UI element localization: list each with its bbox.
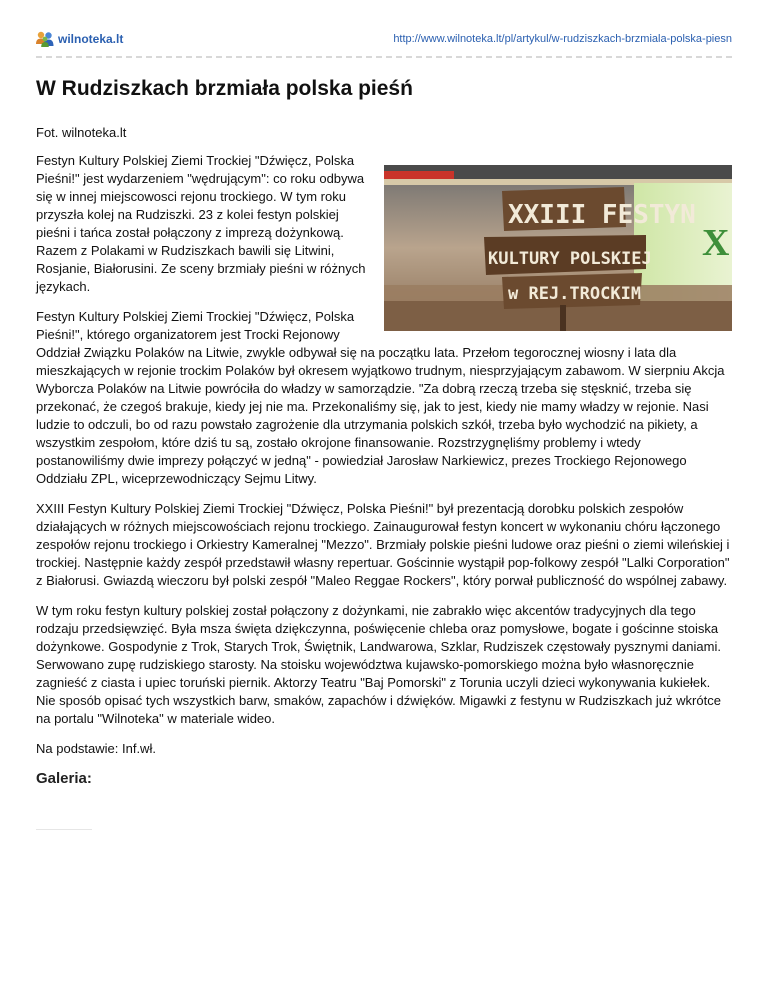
paragraph-4: W tym roku festyn kultury polskiej został połączony z dożynkami, nie zabrakło więc akcentów tradycyjnych dla tego rodzaju przedsięwzięć. Była msza święta dziękczynna, poświęcenie chleba oraz pomysłowe, bogate i gościnne stoiska dożynkowe. Gospodynie z Trok, Starych Trok, Świętnik, Landwarowa, Szklar, Rudziszek częstowały pysznymi daniami. Serwowano zupę rudziskiego starosty. Na stoisku województwa kujawsko-pomorskiego można było własnoręcznie zagnieść z ciasta i upiec toruński piernik. Aktorzy Teatru "Baj Pomorski" z Torunia uczyli dzieci wykonywania kukiełek. Nie sposób opisać tych wszystkich barw, smaków, zapachów i dźwięków. Migawki z festynu w Rudziszkach już wkrótce na portalu "Wilnoteka" w materiale wideo. [36,603,721,726]
site-logo[interactable] [36,30,123,48]
svg-text:X: X [702,222,730,264]
photo-credit: Fot. wilnoteka.lt [36,125,127,140]
article-body [36,124,732,788]
article-url-link[interactable]: http://www.wilnoteka.lt/pl/artykul/w-rudziszkach-brzmiala-polska-piesn [393,33,732,45]
header-divider [36,56,732,58]
banner-line-2: KULTURY POLSKIEJ [488,249,652,269]
site-name: wilnoteka.lt [58,32,124,46]
festival-photo [384,165,732,331]
paragraph-1: Festyn Kultury Polskiej Ziemi Trockiej "Dźwięcz, Polska Pieśni!" jest wydarzeniem "wędrującym": co roku odbywa się w innej miejscowosci rejonu trockiego. W tym roku przyszła kolej na Rudziszki. 23 z kolei festyn polskiej pieśni i tańca został połączony z imprezą dożynkową. Razem z Polakami w Rudziszkach bawili się Litwini, Rosjanie, Białorusini. Ze sceny brzmiały pieśni w różnych językach. [36,153,366,294]
gallery-divider [36,829,92,830]
paragraph-3: XXIII Festyn Kultury Polskiej Ziemi Trockiej "Dźwięcz, Polska Pieśni!" był prezentacją dorobku polskich zespołów działających w różnych miejscowościach rejonu trockiego. Zainaugurował festyn koncert w wykonaniu chóru łączonego zespołów rejonu trockiego i Orkiestry Kameralnej "Mezzo". Brzmiały polskie pieśni ludowe oraz pieśni o ziemi wileńskiej i trockiej. Następnie każdy zespół przedstawił własny repertuar. Gościnnie wystąpił pop-folkowy zespół "Lalki Corporation" z Białorusi. Gwiazdą wieczoru był polski zespół "Maleo Reggae Rockers", który porwał publiczność do wspólnej zabawy. [36,501,730,588]
banner-line-1: XXIII FESTYN [508,200,696,230]
people-icon [36,30,54,48]
gallery-heading: Galeria: [36,770,92,787]
paragraph-2: Festyn Kultury Polskiej Ziemi Trockiej "Dźwięcz, Polska Pieśni!", którego organizatorem jest Trocki Rejonowy Oddział Związku Polaków na Litwie, zwykle odbywał się na początku lata. Przełom tegorocznej wiosny i lata dla mieszkających w rejonie trockim Polaków był okresem wyjątkowo trudnym, niesprzyjającym zabawom. W sierpniu Akcja Wyborcza Polaków na Litwie powróciła do władzy w samorządzie. "Za dobrą rzeczą trzeba się stęsknić, trzeba się przekonać, że czegoś brakuje, kiedy jej nie ma. Przekonaliśmy się, jak to jest, kiedy nie mamy władzy w rejonie. Nasi ludzie to odczuli, bo od razu powstało zagrożenie dla utrzymania polskich szkół, trzeba było wychodzić na pikiety, a wszystkim zespołom, które dziś tu są, zostało okrojone finansowanie. Rozstrzygnęliśmy problemy i wtedy postanowiliśmy dwie imprezy połączyć w jedną" - powiedział Jarosław Narkiewicz, prezes Trockiego Rejonowego Oddziału ZPL, wiceprzewodniczący Sejmu Litwy. [36,309,725,486]
article-title: W Rudziszkach brzmiała polska pieśń [36,77,413,100]
page-header [36,30,732,52]
banner-line-3: w REJ.TROCKIM [508,284,642,304]
source-note: Na podstawie: Inf.wł. [36,741,156,756]
